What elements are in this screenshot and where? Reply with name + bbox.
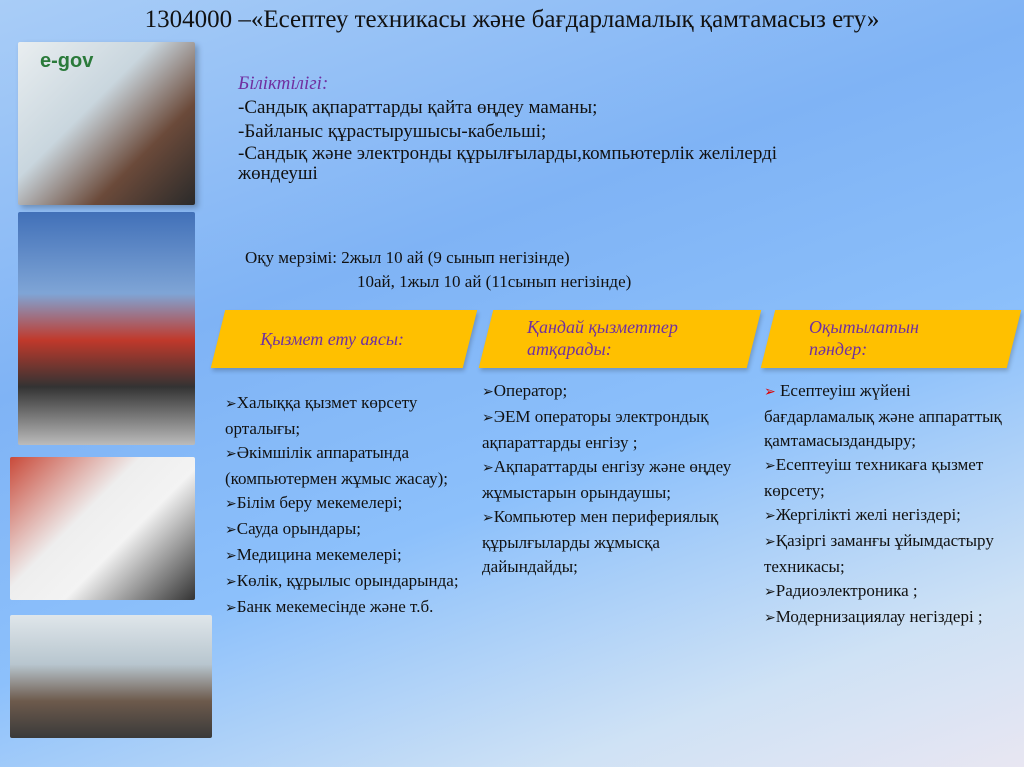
arrow-bullet-icon: ➢: [764, 585, 776, 600]
service-area-list: [225, 391, 465, 621]
qualification-item: -Байланыс құрастырушысы-кабельші;: [238, 121, 547, 142]
list-item: [225, 595, 465, 621]
list-item-text: Жергілікті желі негіздері;: [775, 505, 961, 524]
photo-medical-students: [10, 457, 195, 600]
arrow-bullet-icon: ➢: [764, 509, 776, 524]
banner-service-area: [211, 310, 477, 368]
arrow-bullet-icon: ➢: [225, 549, 237, 564]
egov-logo: e-gov: [40, 50, 94, 72]
arrow-bullet-icon: ➢: [482, 511, 494, 526]
list-item: [225, 491, 465, 517]
arrow-bullet-icon: ➢: [225, 575, 237, 590]
banner-duties: [479, 310, 761, 368]
list-item-text: Медицина мекемелері;: [236, 545, 402, 564]
list-item-text: Модернизациялау негіздері ;: [775, 607, 983, 626]
qualification-item: -Сандық ақпараттарды қайта өңдеу маманы;: [238, 97, 598, 118]
list-item: [482, 379, 742, 405]
list-item-text: Банк мекемесінде және т.б.: [236, 597, 434, 616]
list-item: [482, 405, 742, 455]
study-term: [245, 246, 631, 294]
list-item-text: Ақпараттарды енгізу және өңдеу жұмыстарын орындаушы;: [482, 457, 732, 502]
banner-label: Қызмет ету аясы:: [260, 329, 405, 349]
list-item: [764, 379, 1014, 453]
list-item-text: Халыққа қызмет көрсету орталығы;: [225, 393, 418, 438]
list-item: [225, 517, 465, 543]
arrow-bullet-icon: ➢: [225, 523, 237, 538]
list-item: [764, 579, 1014, 605]
arrow-bullet-icon: ➢: [482, 411, 494, 426]
duties-list: [482, 379, 742, 579]
qualification-heading: Біліктілігі:: [238, 73, 329, 94]
banner-label: Қандай қызметтер атқарады:: [526, 317, 678, 359]
arrow-bullet-icon: ➢: [764, 385, 776, 400]
photo-award-ceremony: [18, 212, 195, 445]
list-item-text: Көлік, құрылыс орындарында;: [236, 571, 459, 590]
list-item-text: Қазіргі заманғы ұйымдастыру техникасы;: [764, 531, 994, 576]
subjects-list: [764, 379, 1014, 631]
list-item-text: Оператор;: [493, 381, 568, 400]
arrow-bullet-icon: ➢: [764, 459, 776, 474]
qualification-item: -Сандық және электронды құрылғыларды,компьютерлік желілерді жөндеуші: [238, 143, 778, 184]
list-item-text: Білім беру мекемелері;: [236, 493, 403, 512]
banner-subjects: [761, 310, 1021, 368]
list-item: [225, 391, 465, 441]
study-term-line2: 10ай, 1жыл 10 ай (11сынып негізінде): [357, 272, 632, 291]
study-term-line1: Оқу мерзімі: 2жыл 10 ай (9 сынып негізінде): [245, 248, 570, 267]
list-item: [482, 505, 742, 579]
slide-title: 1304000 –«Есептеу техникасы және бағдарламалық қамтамасыз ету»: [144, 6, 880, 33]
list-item-text: ЭЕМ операторы электрондық ақпараттарды енгізу ;: [482, 407, 709, 452]
list-item: [764, 605, 1014, 631]
arrow-bullet-icon: ➢: [764, 535, 776, 550]
list-item: [225, 569, 465, 595]
list-item: [482, 455, 742, 505]
arrow-bullet-icon: ➢: [225, 397, 237, 412]
arrow-bullet-icon: ➢: [482, 385, 494, 400]
arrow-bullet-icon: ➢: [482, 461, 494, 476]
photo-egov-office: [18, 42, 195, 205]
banner-label: Оқытылатын пәндер:: [808, 317, 919, 359]
arrow-bullet-icon: ➢: [225, 601, 237, 616]
arrow-bullet-icon: ➢: [764, 611, 776, 626]
list-item-text: Есептеуіш техникаға қызмет көрсету;: [764, 455, 984, 500]
arrow-bullet-icon: ➢: [225, 497, 237, 512]
list-item-text: Сауда орындары;: [236, 519, 361, 538]
arrow-bullet-icon: ➢: [225, 447, 237, 462]
list-item-text: Компьютер мен перифериялық құрылғыларды жұмысқа дайындайды;: [482, 507, 719, 576]
list-item-text: Әкімшілік аппаратында (компьютермен жұмыс жасау);: [225, 443, 449, 488]
qualification-section: [238, 72, 798, 184]
list-item: [764, 529, 1014, 579]
list-item-text: Есептеуіш жүйені бағдарламалық және аппараттық қамтамасыздандыру;: [764, 381, 1002, 450]
list-item: [764, 503, 1014, 529]
list-item: [225, 543, 465, 569]
list-item: [764, 453, 1014, 503]
list-item-text: Радиоэлектроника ;: [775, 581, 918, 600]
photo-computer-class: [10, 615, 212, 738]
list-item: [225, 441, 465, 491]
